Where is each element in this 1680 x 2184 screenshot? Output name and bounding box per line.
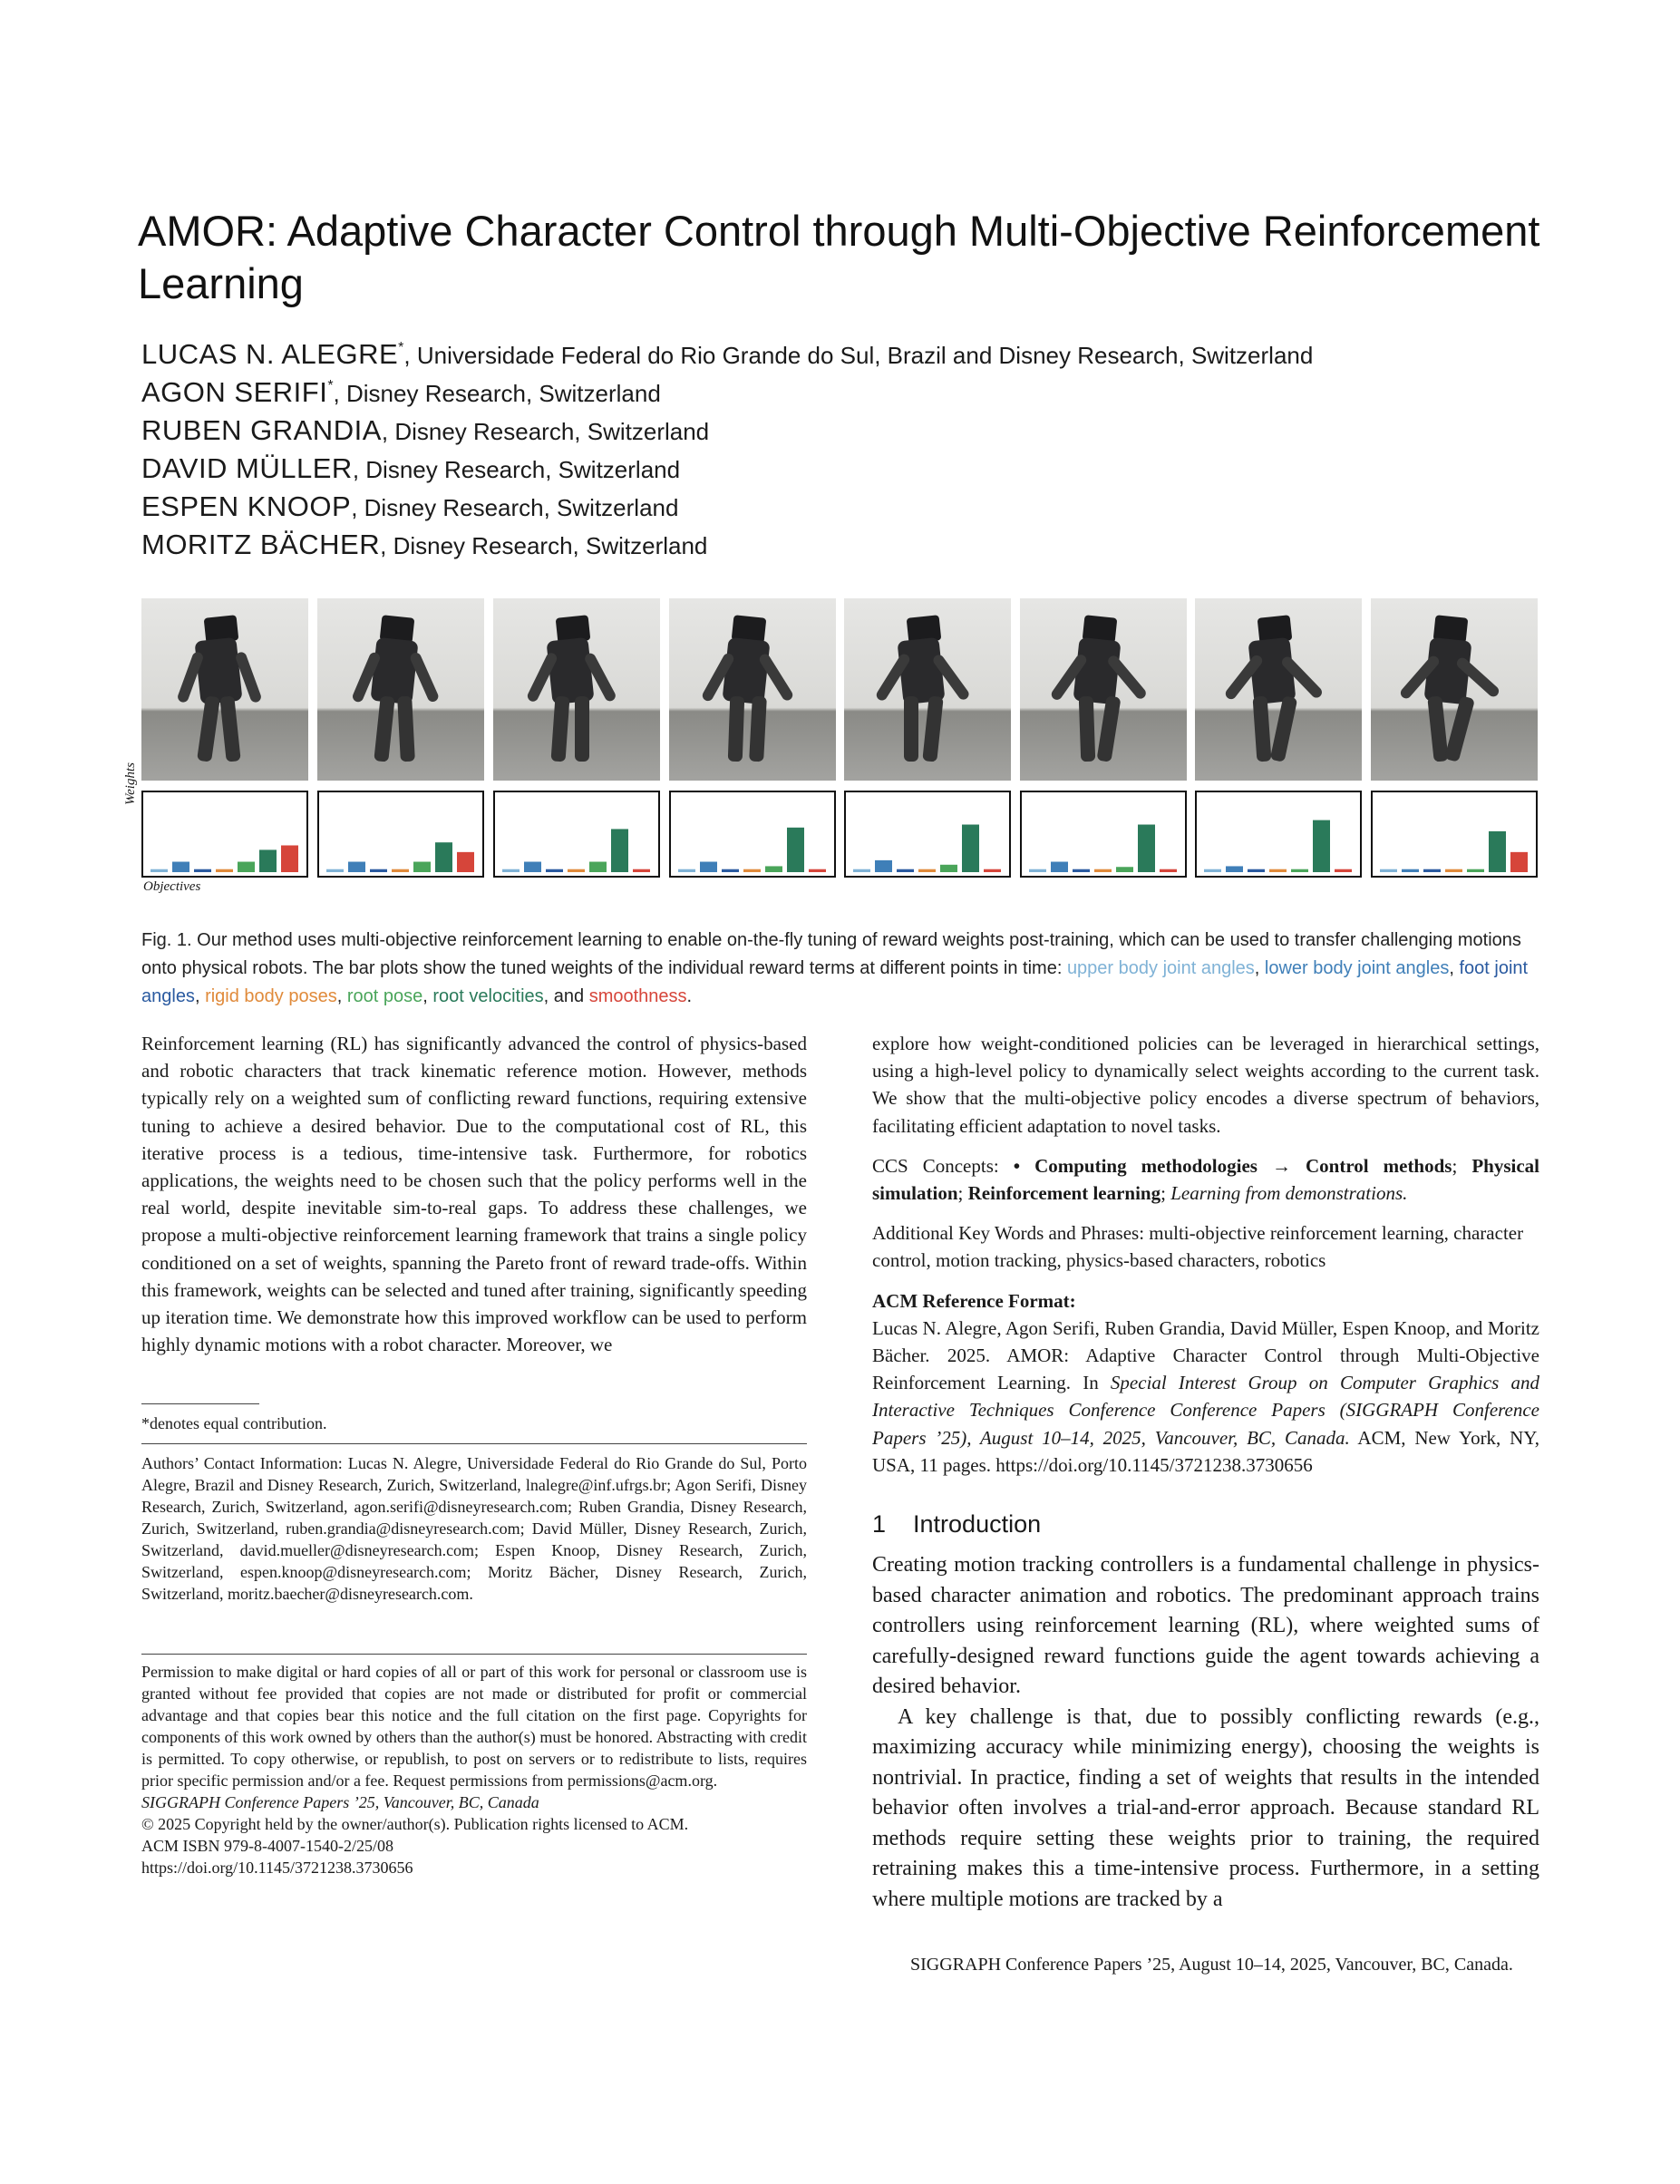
bar-upper-body-joint-angles bbox=[1204, 869, 1221, 872]
bar-root-pose bbox=[1467, 869, 1484, 872]
author-line bbox=[141, 450, 1592, 488]
bar-smoothness bbox=[633, 869, 650, 872]
bar-foot-joint-angles bbox=[546, 869, 563, 872]
author-line bbox=[141, 412, 1592, 450]
robot-photo bbox=[844, 598, 1011, 781]
bar-upper-body-joint-angles bbox=[151, 869, 168, 872]
bar-foot-joint-angles bbox=[1423, 869, 1441, 872]
author-list bbox=[141, 335, 1592, 564]
author-affiliation: , Universidade Federal do Rio Grande do Sul, Brazil and Disney Research, Switzerland bbox=[403, 342, 1314, 369]
author-affiliation: , Disney Research, Switzerland bbox=[381, 418, 710, 445]
bar-root-pose bbox=[1291, 869, 1308, 872]
bar-foot-joint-angles bbox=[370, 869, 387, 872]
legend-root-velocities: root velocities bbox=[432, 986, 544, 1006]
bar-root-velocities bbox=[1138, 825, 1155, 872]
legend-foot: foot joint angles bbox=[141, 958, 1529, 1006]
divider bbox=[141, 1654, 807, 1655]
bar-root-velocities bbox=[962, 825, 979, 872]
bar-smoothness bbox=[1335, 869, 1352, 872]
author-affiliation: , Disney Research, Switzerland bbox=[380, 532, 708, 559]
bar-foot-joint-angles bbox=[1248, 869, 1265, 872]
bar-upper-body-joint-angles bbox=[326, 869, 344, 872]
bar-rigid-body-poses bbox=[392, 869, 409, 872]
bar-root-pose bbox=[765, 866, 782, 872]
bar-smoothness bbox=[1510, 852, 1528, 872]
footnote-rule bbox=[141, 1403, 259, 1404]
author-line bbox=[141, 526, 1592, 564]
author-star: * bbox=[398, 340, 404, 355]
weight-bar-chart bbox=[317, 791, 484, 878]
bar-upper-body-joint-angles bbox=[502, 869, 520, 872]
robot-photo bbox=[669, 598, 836, 781]
author-line bbox=[141, 488, 1592, 526]
bar-foot-joint-angles bbox=[194, 869, 211, 872]
author-name: RUBEN GRANDIA bbox=[141, 414, 382, 446]
bar-smoothness bbox=[281, 845, 298, 872]
robot-photo bbox=[317, 598, 484, 781]
introduction-text bbox=[872, 1550, 1539, 1915]
bar-rigid-body-poses bbox=[1445, 869, 1462, 872]
weight-bar-chart bbox=[493, 791, 660, 878]
bar-foot-joint-angles bbox=[722, 869, 739, 872]
bar-rigid-body-poses bbox=[216, 869, 233, 872]
bar-smoothness bbox=[984, 869, 1001, 872]
ccs-concepts: CCS Concepts: • Computing methodologies → Control methods; Physical simulation; Reinforcement learning; Learning from demonstrations. bbox=[872, 1154, 1539, 1205]
robot-photo bbox=[1020, 598, 1187, 781]
author-line bbox=[141, 335, 1592, 374]
bar-foot-joint-angles bbox=[897, 869, 914, 872]
legend-smoothness: smoothness bbox=[588, 986, 687, 1006]
bar-lower-body-joint-angles bbox=[172, 862, 189, 872]
bar-root-velocities bbox=[787, 828, 804, 872]
legend-rigid-body: rigid body poses bbox=[205, 986, 337, 1006]
bar-rigid-body-poses bbox=[1094, 869, 1112, 872]
weight-bar-chart bbox=[1195, 791, 1362, 878]
bar-lower-body-joint-angles bbox=[1226, 866, 1243, 872]
bar-root-velocities bbox=[1489, 831, 1506, 872]
bar-lower-body-joint-angles bbox=[1402, 869, 1419, 872]
abstract-right: explore how weight-conditioned policies can be leveraged in hierarchical settings, using a high-level policy to dynamically select weights according to the current task. We show that the multi-objective policy encodes a diverse spectrum of behaviors, facilitating efficient adaptation to novel tasks. bbox=[872, 1033, 1539, 1137]
bar-root-velocities bbox=[259, 849, 277, 872]
legend-lower-body: lower body joint angles bbox=[1264, 958, 1450, 978]
bar-root-pose bbox=[940, 865, 957, 872]
copyright-line: © 2025 Copyright held by the owner/author(s). Publication rights licensed to ACM. bbox=[141, 1815, 689, 1833]
equal-contribution-footnote: *denotes equal contribution. bbox=[141, 1414, 327, 1432]
bar-rigid-body-poses bbox=[1269, 869, 1287, 872]
bar-upper-body-joint-angles bbox=[1380, 869, 1397, 872]
bar-rigid-body-poses bbox=[918, 869, 936, 872]
figure-x-label: Objectives bbox=[143, 879, 201, 894]
permission-text: Permission to make digital or hard copies of all or part of this work for personal or classroom use is granted without fee provided that copies are not made or distributed for profit or commercial advantage and that copies bear this notice and the full citation on the first page. Copyrights for components of this work owned by others than the author(s) must be honored. Abstracting with credit is permitted. To copy otherwise, or republish, to post on servers or to redistribute to lists, requires prior specific permission and/or a fee. Request permissions from permissions@acm.org. bbox=[141, 1663, 807, 1790]
author-affiliation: , Disney Research, Switzerland bbox=[352, 456, 681, 483]
bar-smoothness bbox=[1160, 869, 1177, 872]
doi-link[interactable]: https://doi.org/10.1145/3721238.3730656 bbox=[141, 1859, 413, 1877]
bar-root-pose bbox=[589, 862, 607, 872]
intro-paragraph-1: Creating motion tracking controllers is a fundamental challenge in physics-based character animation and robotics. The predominant approach trains controllers using reinforcement learning (RL), where weighted sums of carefully-designed reward functions guide the agent towards achieving a desired behavior. bbox=[872, 1553, 1539, 1698]
venue-line: SIGGRAPH Conference Papers ’25, Vancouver, BC, Canada bbox=[141, 1793, 539, 1811]
bar-root-pose bbox=[1116, 867, 1133, 872]
author-name: DAVID MÜLLER bbox=[141, 452, 353, 484]
bar-lower-body-joint-angles bbox=[524, 862, 541, 872]
bar-root-pose bbox=[238, 862, 255, 872]
bar-root-velocities bbox=[611, 829, 628, 872]
figure-caption: Fig. 1. Our method uses multi-objective reinforcement learning to enable on-the-fly tuning of reward weights post-training, which can be used to transfer challenging motions onto physical robots. The bar plots show the tuned weights of the individual reward terms at different points in time: upper body joint angles, lower body joint angles, foot joint angles, rigid body poses, root pose, root velocities, and smoothness. bbox=[141, 930, 1529, 1006]
author-name: LUCAS N. ALEGRE bbox=[141, 338, 399, 370]
bar-lower-body-joint-angles bbox=[875, 860, 892, 872]
abstract-left: Reinforcement learning (RL) has significantly advanced the control of physics-based and robotic characters that track kinematic reference motion. However, methods typically rely on a weighted sum of conflicting reward functions, requiring extensive tuning to achieve a desired behavior. Due to the computational cost of RL, this iterative process is a tedious, time-intensive task. Furthermore, for robotics applications, the weights need to be chosen such that the policy performs well in the real world, despite inevitable sim-to-real gaps. To address these challenges, we propose a multi-objective reinforcement learning framework that trains a single policy conditioned on a set of weights, spanning the Pareto front of reward trade-offs. Within this framework, weights can be selected and tuned after training, significantly speeding up iteration time. We demonstrate how this improved workflow can be used to perform highly dynamic motions with a robot character. Moreover, we bbox=[141, 1033, 807, 1356]
author-name: MORITZ BÄCHER bbox=[141, 529, 381, 560]
weight-bar-chart bbox=[669, 791, 836, 878]
author-line bbox=[141, 374, 1592, 412]
weight-bar-chart bbox=[141, 791, 308, 878]
author-affiliation: , Disney Research, Switzerland bbox=[333, 380, 661, 407]
bar-lower-body-joint-angles bbox=[700, 862, 717, 872]
author-name: AGON SERIFI bbox=[141, 376, 328, 408]
divider bbox=[141, 1443, 807, 1444]
author-star: * bbox=[327, 378, 334, 393]
bar-smoothness bbox=[809, 869, 826, 872]
bar-rigid-body-poses bbox=[568, 869, 585, 872]
robot-photo bbox=[141, 598, 308, 781]
bar-smoothness bbox=[457, 852, 474, 872]
bar-lower-body-joint-angles bbox=[1051, 862, 1068, 872]
paper-title: AMOR: Adaptive Character Control through Multi-Objective Reinforcement Learning bbox=[138, 207, 1540, 307]
weight-bar-chart bbox=[1020, 791, 1187, 878]
bar-rigid-body-poses bbox=[743, 869, 761, 872]
acm-reference: ACM Reference Format: Lucas N. Alegre, Agon Serifi, Ruben Grandia, David Müller, Espen Knoop, and Moritz Bächer. 2025. AMOR: Adaptive Character Control through Multi-Objective Reinforcement Learning. In Special Interest Group on Computer Graphics and Interactive Techniques Conference Conference Papers (SIGGRAPH Conference Papers ’25), August 10–14, 2025, Vancouver, BC, Canada. ACM, New York, NY, USA, 11 pages. https://doi.org/10.1145/3721238.3730656 bbox=[872, 1289, 1540, 1476]
author-name: ESPEN KNOOP bbox=[141, 490, 352, 522]
bar-upper-body-joint-angles bbox=[678, 869, 695, 872]
bar-root-pose bbox=[413, 862, 431, 872]
caption-text: Fig. 1. Our method uses multi-objective reinforcement learning to enable on-the-fly tuning of reward weights post-training, which can be used to transfer challenging motions onto physical robots. The bar plots show the tuned weights of the individual reward terms at different points in time: bbox=[141, 930, 1521, 978]
robot-photo bbox=[1195, 598, 1362, 781]
bar-root-velocities bbox=[1313, 820, 1330, 872]
weight-bar-chart bbox=[844, 791, 1011, 878]
bar-lower-body-joint-angles bbox=[348, 862, 365, 872]
running-footer: SIGGRAPH Conference Papers ’25, August 10–14, 2025, Vancouver, BC, Canada. bbox=[910, 1955, 1513, 1975]
legend-upper-body: upper body joint angles bbox=[1066, 958, 1255, 978]
bar-root-velocities bbox=[435, 842, 452, 872]
robot-photo bbox=[493, 598, 660, 781]
isbn-line: ACM ISBN 979-8-4007-1540-2/25/08 bbox=[141, 1837, 393, 1855]
bar-upper-body-joint-angles bbox=[853, 869, 870, 872]
bar-foot-joint-angles bbox=[1073, 869, 1090, 872]
section-heading-introduction: 1 Introduction bbox=[872, 1510, 1042, 1538]
permission-notice bbox=[141, 1661, 807, 1878]
author-contact-info: Authors’ Contact Information: Lucas N. Alegre, Universidade Federal do Rio Grande do Sul, Porto Alegre, Brazil and Disney Research, Zurich, Switzerland, lnalegre@inf.ufrgs.br; Agon Serifi, Disney Research, Zurich, Switzerland, agon.serifi@disneyresearch.com; Ruben Grandia, Disney Research, Zurich, Switzerland, ruben.grandia@disneyresearch.com; David Müller, Disney Research, Zurich, Switzerland, david.mueller@disneyresearch.com; Espen Knoop, Disney Research, Zurich, Switzerland, espen.knoop@disneyresearch.com; Moritz Bächer, Disney Research, Zurich, Switzerland, moritz.baecher@disneyresearch.com. bbox=[141, 1454, 807, 1603]
author-affiliation: , Disney Research, Switzerland bbox=[351, 494, 679, 521]
legend-root-pose: root pose bbox=[346, 986, 423, 1006]
intro-paragraph-2: A key challenge is that, due to possibly conflicting rewards (e.g., maximizing accuracy while minimizing energy), choosing the weights is nontrivial. In practice, finding a set of weights that results in the intended behavior often involves a trial-and-error approach. Because standard RL methods require setting these weights prior to training, the required retraining makes this a time-intensive process. Furthermore, in a setting where multiple motions are tracked by a bbox=[872, 1704, 1539, 1911]
figure-y-label: Weights bbox=[123, 762, 138, 805]
weight-bar-chart bbox=[1371, 791, 1538, 878]
robot-photo bbox=[1371, 598, 1538, 781]
keywords: Additional Key Words and Phrases: multi-objective reinforcement learning, character control, motion tracking, physics-based characters, robotics bbox=[872, 1222, 1524, 1272]
bar-upper-body-joint-angles bbox=[1029, 869, 1046, 872]
right-column-front-matter bbox=[872, 1030, 1539, 1479]
